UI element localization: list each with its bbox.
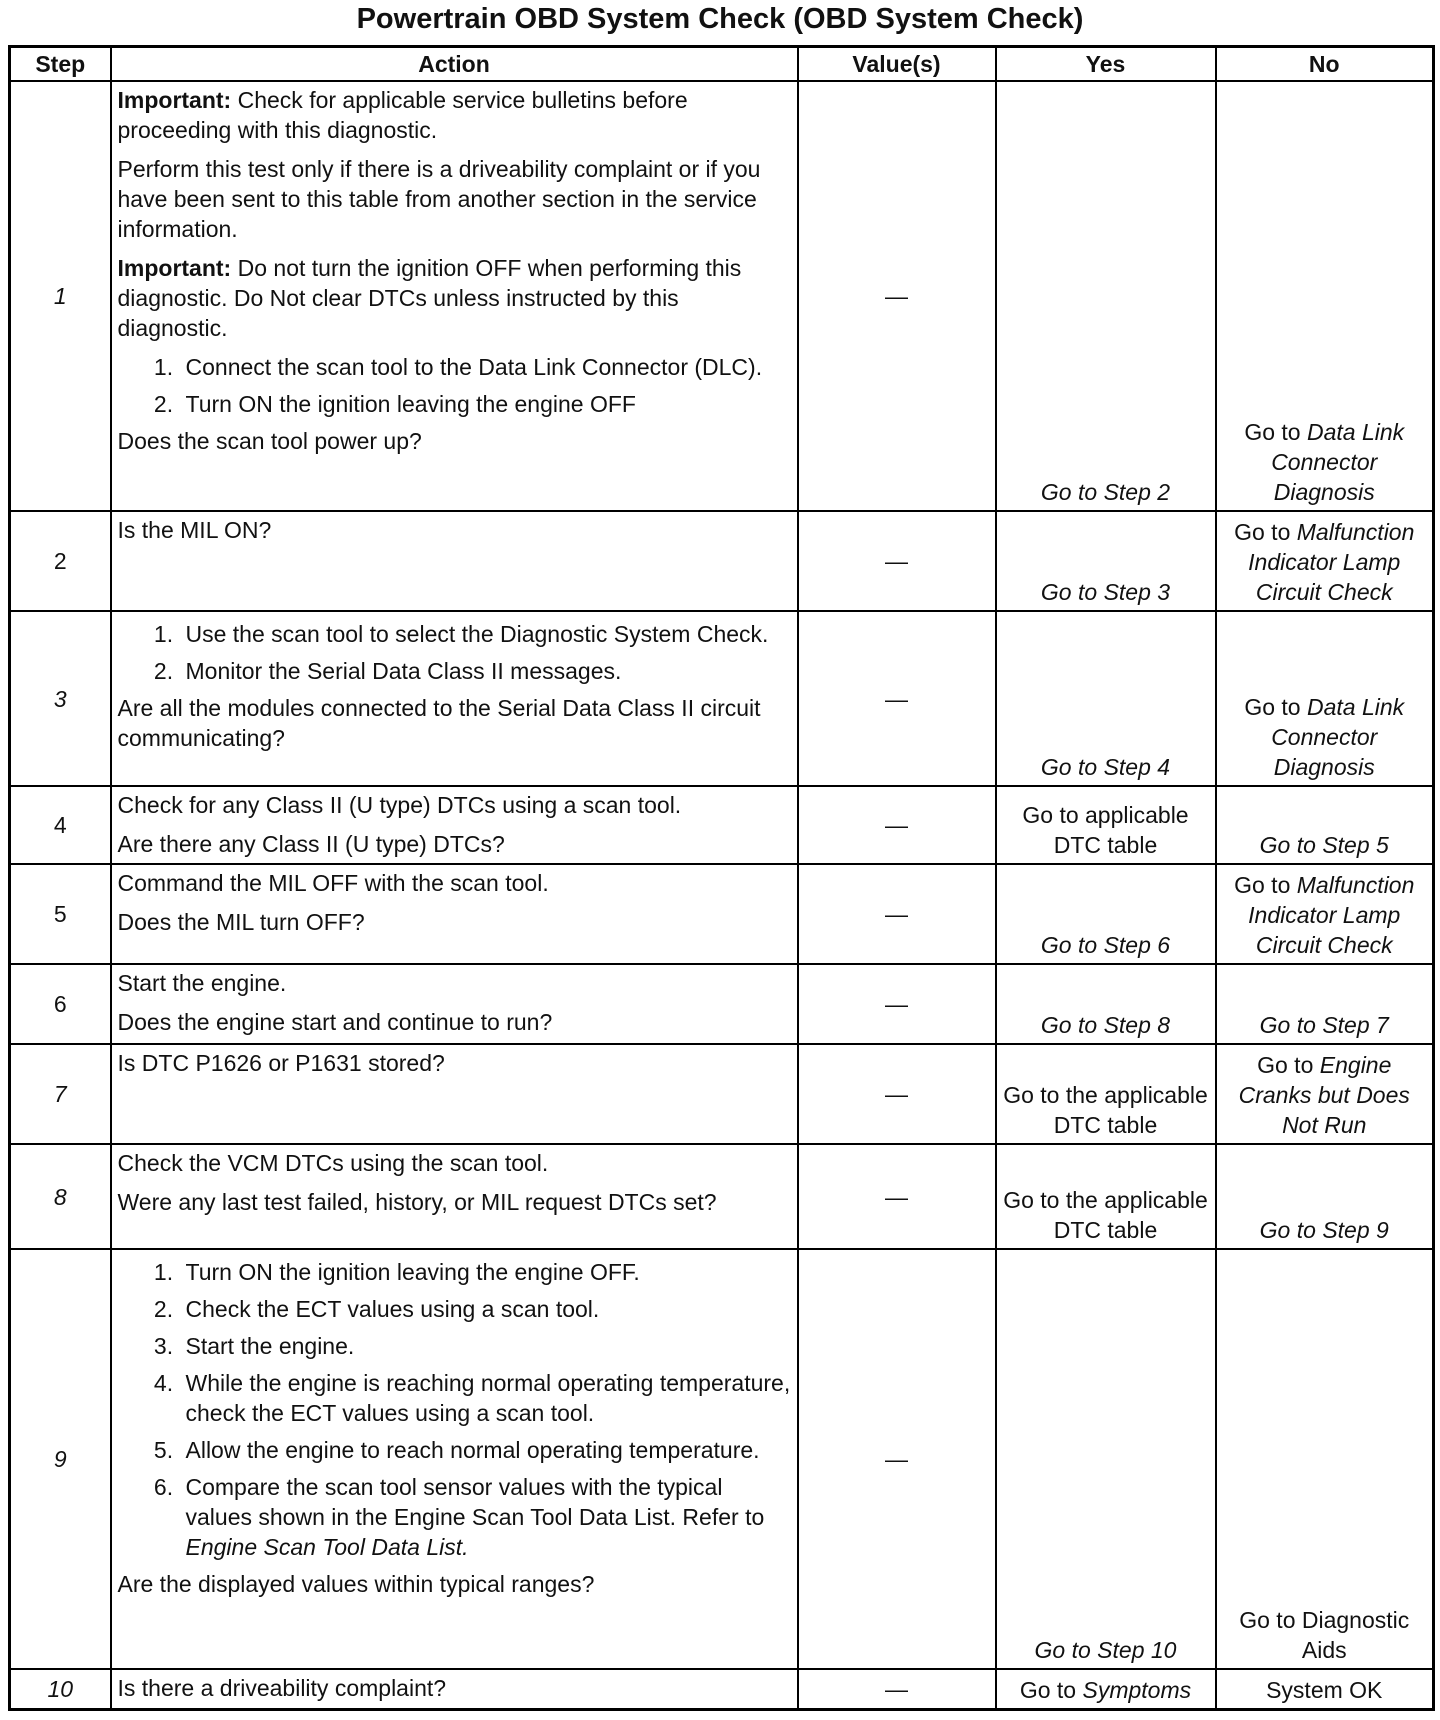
action-cell: [111, 611, 798, 786]
yes-cell: [996, 1669, 1216, 1709]
value-cell: —: [798, 964, 996, 1044]
action-cell: [111, 1044, 798, 1144]
no-link[interactable]: Go to Step 7: [1259, 1012, 1389, 1038]
no-link[interactable]: Malfunction Indicator Lamp Circuit Check: [1248, 519, 1415, 605]
paragraph: Perform this test only if there is a driveability complaint or if you have been sent to this table from another section in the service information.: [117, 156, 761, 242]
yes-link[interactable]: Go to Step 3: [1040, 579, 1171, 605]
no-cell: [1216, 864, 1434, 964]
no-cell: [1216, 786, 1434, 864]
no-link[interactable]: Data Link Connector Diagnosis: [1271, 694, 1405, 780]
yes-link[interactable]: Go to the applicable DTC table: [1003, 1082, 1208, 1138]
yes-link[interactable]: Go to the applicable DTC table: [1003, 1187, 1208, 1243]
question: Are all the modules connected to the Serial Data Class II circuit communicating?: [117, 695, 761, 751]
action-cell: [111, 1669, 798, 1709]
question: Is DTC P1626 or P1631 stored?: [117, 1050, 445, 1076]
value-cell: —: [798, 81, 996, 511]
action-cell: [111, 1249, 798, 1669]
no-prefix: Go to: [1257, 1052, 1320, 1078]
no-cell: [1216, 611, 1434, 786]
step-number: 4: [10, 786, 111, 864]
table-row: [10, 1044, 1434, 1144]
no-link[interactable]: Malfunction Indicator Lamp Circuit Check: [1248, 872, 1415, 958]
table-row: [10, 964, 1434, 1044]
instruction: Check the VCM DTCs using the scan tool.: [117, 1150, 549, 1176]
no-prefix: Go to: [1234, 872, 1297, 898]
table-row: [10, 1144, 1434, 1249]
step-list: [118, 619, 791, 686]
list-item: 5. Allow the engine to reach normal operating temperature.: [180, 1435, 791, 1465]
value-cell: —: [798, 864, 996, 964]
action-cell: [111, 81, 798, 511]
header-values: Value(s): [798, 47, 996, 82]
action-cell: [111, 864, 798, 964]
no-cell: [1216, 1044, 1434, 1144]
no-value: System OK: [1266, 1676, 1383, 1703]
step-list: [118, 1257, 791, 1562]
yes-cell: [996, 81, 1216, 511]
yes-cell: [996, 511, 1216, 611]
value-cell: —: [798, 1249, 996, 1669]
instruction: Start the engine.: [117, 970, 287, 996]
list-item: 2. Check the ECT values using a scan tool.: [180, 1294, 791, 1324]
yes-link[interactable]: Go to applicable DTC table: [1022, 802, 1189, 858]
question: Are there any Class II (U type) DTCs?: [117, 831, 505, 857]
step-number: 7: [10, 1044, 111, 1144]
value-cell: —: [798, 786, 996, 864]
list-item-text: Compare the scan tool sensor values with the typical values shown in the Engine Scan Tool Data List. Refer to: [185, 1474, 765, 1530]
table-row: [10, 1249, 1434, 1669]
action-cell: [111, 786, 798, 864]
important-label: Important:: [117, 87, 232, 113]
no-prefix: Go to: [1234, 519, 1297, 545]
no-cell: [1216, 81, 1434, 511]
question: Are the displayed values within typical ranges?: [117, 1571, 595, 1597]
list-item: 1. Use the scan tool to select the Diagnostic System Check.: [180, 619, 791, 649]
yes-link[interactable]: Go to Step 10: [1034, 1637, 1177, 1663]
no-cell: [1216, 964, 1434, 1044]
step-number: 1: [10, 81, 111, 511]
list-item: 1. Turn ON the ignition leaving the engine OFF.: [180, 1257, 791, 1287]
yes-link[interactable]: Go to Step 2: [1040, 479, 1171, 505]
header-action: Action: [111, 47, 798, 82]
action-cell: [111, 1144, 798, 1249]
table-row: [10, 611, 1434, 786]
action-cell: [111, 964, 798, 1044]
value-cell: —: [798, 1044, 996, 1144]
no-link[interactable]: Engine Cranks but Does Not Run: [1238, 1052, 1410, 1138]
yes-link[interactable]: Go to Step 8: [1040, 1012, 1171, 1038]
value-cell: —: [798, 611, 996, 786]
list-item: 2. Turn ON the ignition leaving the engine OFF: [180, 389, 791, 419]
yes-cell: [996, 1144, 1216, 1249]
no-link[interactable]: Data Link Connector Diagnosis: [1271, 419, 1405, 505]
yes-cell: [996, 1044, 1216, 1144]
step-list: [118, 352, 791, 419]
list-item: [180, 1472, 791, 1562]
list-item: 4. While the engine is reaching normal operating temperature, check the ECT values using a scan tool.: [180, 1368, 791, 1428]
yes-cell: [996, 964, 1216, 1044]
important-text: Check for applicable service bulletins before proceeding with this diagnostic.: [117, 87, 688, 143]
no-link[interactable]: Go to Step 9: [1259, 1217, 1389, 1243]
no-link[interactable]: Go to Diagnostic Aids: [1239, 1607, 1410, 1663]
data-list-link[interactable]: Engine Scan Tool Data List.: [185, 1534, 469, 1560]
instruction: Check for any Class II (U type) DTCs using a scan tool.: [117, 792, 682, 818]
value-cell: —: [798, 1669, 996, 1709]
table-row: [10, 864, 1434, 964]
diagnostic-table: [8, 45, 1435, 1711]
yes-link[interactable]: Symptoms: [1082, 1676, 1192, 1703]
list-item: 2. Monitor the Serial Data Class II messages.: [180, 656, 791, 686]
step-number: 9: [10, 1249, 111, 1669]
important-note: [118, 253, 791, 343]
yes-prefix: Go to: [1019, 1676, 1083, 1703]
step-number: 2: [10, 511, 111, 611]
step-number: 3: [10, 611, 111, 786]
list-item: 3. Start the engine.: [180, 1331, 791, 1361]
header-no: No: [1216, 47, 1434, 82]
important-label: Important:: [117, 255, 232, 281]
yes-link[interactable]: Go to Step 4: [1040, 754, 1171, 780]
important-text: Do not turn the ignition OFF when performing this diagnostic. Do Not clear DTCs unless instructed by this diagnostic.: [117, 255, 742, 341]
yes-link[interactable]: Go to Step 6: [1040, 932, 1171, 958]
table-row: [10, 511, 1434, 611]
question: Does the MIL turn OFF?: [117, 909, 365, 935]
page-title: Powertrain OBD System Check (OBD System Check): [356, 3, 1084, 35]
yes-cell: [996, 611, 1216, 786]
value-cell: —: [798, 511, 996, 611]
no-cell: [1216, 1249, 1434, 1669]
value-cell: —: [798, 1144, 996, 1249]
no-prefix: Go to: [1244, 694, 1307, 720]
header-row: [10, 47, 1434, 82]
important-note: [118, 85, 791, 145]
question: Is the MIL ON?: [117, 517, 272, 543]
action-cell: [111, 511, 798, 611]
step-number: 8: [10, 1144, 111, 1249]
no-cell: [1216, 1144, 1434, 1249]
table-row: [10, 1669, 1434, 1709]
no-cell: [1216, 1669, 1434, 1709]
question: Does the engine start and continue to run?: [117, 1009, 553, 1035]
table-row: [10, 786, 1434, 864]
yes-cell: [996, 864, 1216, 964]
step-number: 10: [10, 1669, 111, 1709]
question: Does the scan tool power up?: [117, 428, 422, 454]
header-step: Step: [10, 47, 111, 82]
no-prefix: Go to: [1244, 419, 1307, 445]
yes-cell: [996, 1249, 1216, 1669]
yes-cell: [996, 786, 1216, 864]
step-number: 5: [10, 864, 111, 964]
table-row: [10, 81, 1434, 511]
no-cell: [1216, 511, 1434, 611]
question: Is there a driveability complaint?: [117, 1675, 447, 1701]
header-yes: Yes: [996, 47, 1216, 82]
no-link[interactable]: Go to Step 5: [1259, 832, 1389, 858]
question: Were any last test failed, history, or MIL request DTCs set?: [117, 1189, 717, 1215]
list-item: 1. Connect the scan tool to the Data Link Connector (DLC).: [180, 352, 791, 382]
step-number: 6: [10, 964, 111, 1044]
instruction: Command the MIL OFF with the scan tool.: [117, 870, 549, 896]
